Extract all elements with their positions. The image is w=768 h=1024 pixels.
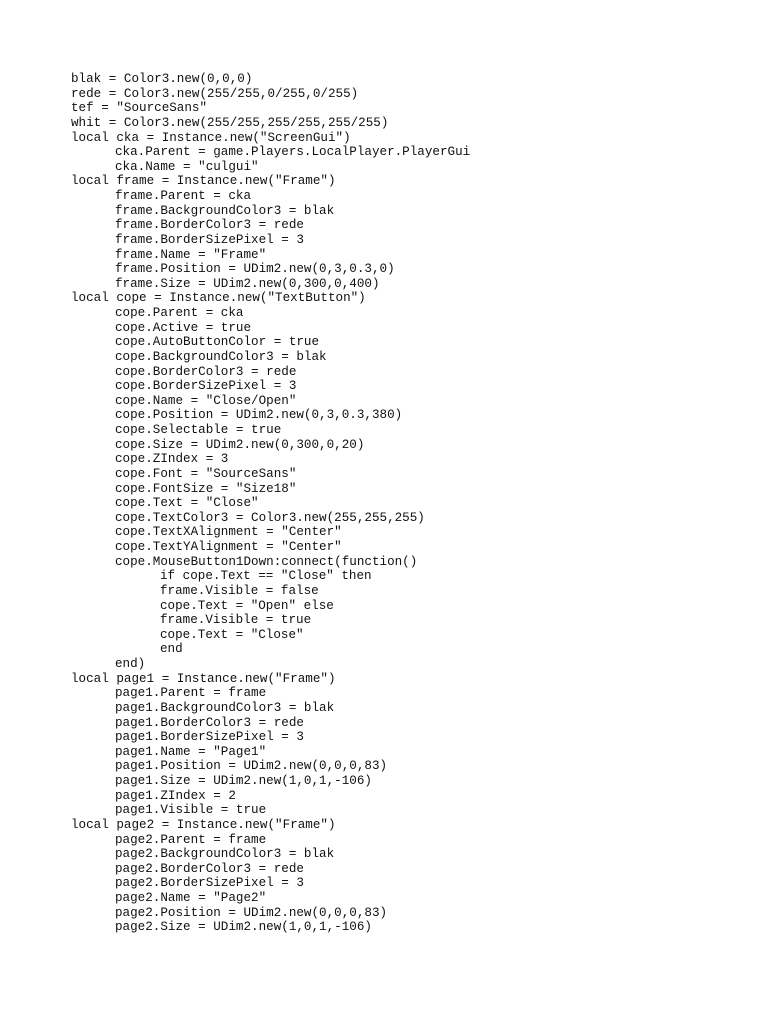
code-line: page2.BackgroundColor3 = blak [115, 847, 335, 862]
code-line: local cka = Instance.new("ScreenGui") [71, 130, 351, 145]
code-line: frame.Parent = cka [115, 189, 252, 203]
code-line: whit = Color3.new(255/255,255/255,255/255) [71, 115, 389, 130]
code-line: page1.Parent = frame [115, 686, 267, 701]
code-line: cope.ZIndex = 3 [115, 452, 229, 467]
code-line: end) [115, 657, 146, 671]
code-line: frame.BorderColor3 = rede [115, 218, 304, 233]
code-line: frame.Name = "Frame" [115, 247, 267, 262]
code-line: cope.BorderSizePixel = 3 [115, 379, 297, 394]
code-line: blak = Color3.new(0,0,0) [71, 72, 253, 86]
code-line: cope.TextColor3 = Color3.new(255,255,255) [115, 510, 425, 525]
code-line: page2.Parent = frame [115, 832, 267, 847]
code-line: page2.BorderSizePixel = 3 [115, 876, 304, 891]
code-line: frame.Visible = true [160, 613, 312, 628]
code-line: page2.Name = "Page2" [115, 891, 267, 905]
code-line: page2.BorderColor3 = rede [115, 861, 304, 876]
code-line: frame.Visible = false [160, 583, 319, 598]
code-line: cope.BorderColor3 = rede [115, 364, 297, 379]
code-line: cope.Text = "Close" [160, 627, 304, 642]
code-line: rede = Color3.new(255/255,0/255,0/255) [71, 86, 359, 101]
code-line: page1.Size = UDim2.new(1,0,1,-106) [115, 774, 372, 788]
code-line: frame.Position = UDim2.new(0,3,0.3,0) [115, 262, 395, 277]
code-line: page1.Position = UDim2.new(0,0,0,83) [115, 759, 388, 774]
code-line: frame.BorderSizePixel = 3 [115, 232, 304, 247]
code-line: cope.Size = UDim2.new(0,300,0,20) [115, 437, 365, 452]
code-line: local page2 = Instance.new("Frame") [71, 817, 336, 832]
code-line: cope.Active = true [115, 320, 252, 335]
code-line: cope.Parent = cka [115, 306, 244, 320]
code-line: cope.Text = "Close" [115, 496, 259, 511]
code-line: page1.BackgroundColor3 = blak [115, 700, 335, 715]
code-line: end [160, 642, 183, 657]
code-line: page1.BorderSizePixel = 3 [115, 730, 304, 745]
code-line: frame.Size = UDim2.new(0,300,0,400) [115, 276, 380, 291]
code-line: page1.BorderColor3 = rede [115, 715, 304, 730]
code-line: if cope.Text == "Close" then [160, 569, 372, 584]
code-line: local page1 = Instance.new("Frame") [71, 671, 336, 686]
code-line: cope.AutoButtonColor = true [115, 335, 320, 350]
code-line: cope.Text = "Open" else [160, 598, 334, 613]
code-line: cope.Position = UDim2.new(0,3,0.3,380) [115, 408, 403, 423]
code-line: tef = "SourceSans" [71, 101, 208, 116]
code-line: cope.Selectable = true [115, 423, 282, 437]
code-line: page2.Position = UDim2.new(0,0,0,83) [115, 905, 388, 920]
code-line: cope.MouseButton1Down:connect(function() [115, 554, 418, 569]
code-line: cka.Parent = game.Players.LocalPlayer.PlayerGui [115, 145, 471, 160]
code-line: cope.Font = "SourceSans" [115, 466, 297, 481]
code-line: page2.Size = UDim2.new(1,0,1,-106) [115, 920, 372, 935]
code-line: local frame = Instance.new("Frame") [71, 174, 336, 189]
code-line: cope.FontSize = "Size18" [115, 481, 297, 496]
code-line: cope.BackgroundColor3 = blak [115, 349, 327, 364]
code-line: cka.Name = "culgui" [115, 159, 259, 174]
code-line: cope.Name = "Close/Open" [115, 393, 297, 408]
code-line: local cope = Instance.new("TextButton") [71, 291, 366, 306]
code-line: frame.BackgroundColor3 = blak [115, 203, 335, 218]
code-line: cope.TextXAlignment = "Center" [115, 525, 342, 540]
code-line: cope.TextYAlignment = "Center" [115, 540, 342, 554]
code-line: page1.ZIndex = 2 [115, 788, 236, 803]
code-listing [71, 72, 470, 935]
code-line: page1.Visible = true [115, 803, 267, 818]
code-line: page1.Name = "Page1" [115, 744, 267, 759]
